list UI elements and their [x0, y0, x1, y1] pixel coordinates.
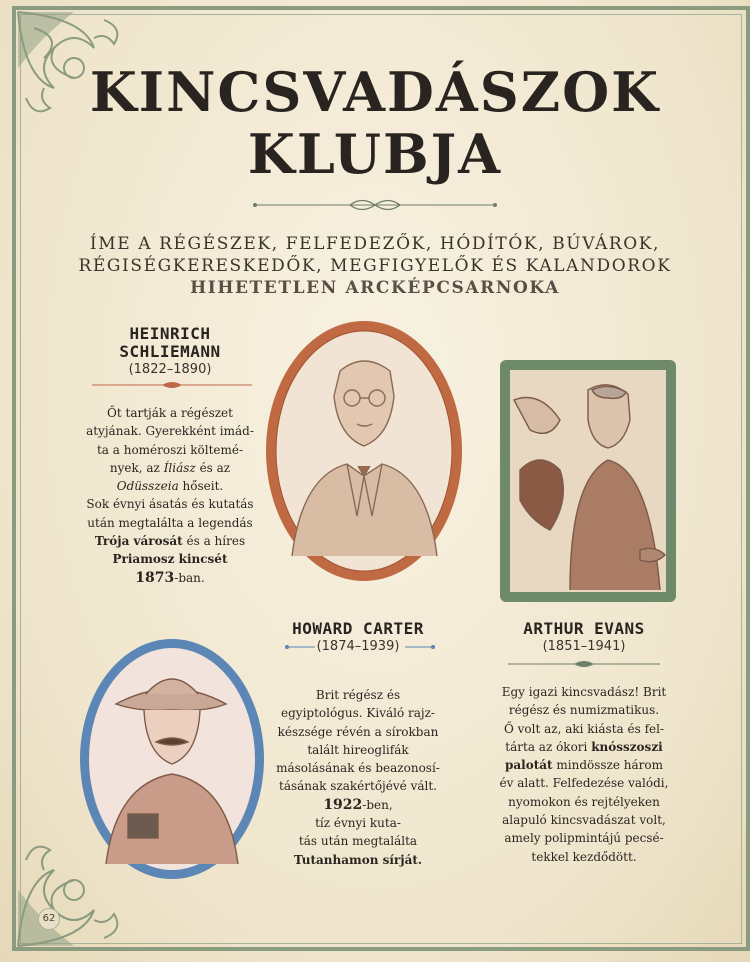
evans-portrait: [500, 360, 676, 602]
schliemann-bio-line: Sok évnyi ásatás és kutatás: [86, 497, 254, 512]
schliemann-bio-line: [60, 477, 280, 495]
subtitle-line-3: HIHETETLEN ARCKÉPCSARNOKA: [190, 278, 560, 298]
carter-bio-line: talált hireoglifák: [307, 742, 409, 757]
page-title-line-2: KLUBJA: [247, 122, 503, 186]
evans-bio-line: Ő volt az, aki kiásta és fel-: [503, 721, 665, 736]
highlight-tutankhamun-tomb: Tutanhamon sírját.: [293, 852, 423, 867]
schliemann-bio-line: Őt tartják a régészet: [107, 406, 233, 420]
evans-bio-line: tekkel kezdődött.: [531, 849, 637, 864]
schliemann-bio-line: [60, 550, 280, 568]
evans-divider: [508, 659, 660, 669]
schliemann-dates: (1822–1890): [128, 362, 212, 377]
evans-bio-line: alapuló kincsvadászat volt,: [502, 813, 666, 828]
evans-bio-line: [479, 738, 689, 756]
carter-bio: [258, 686, 458, 869]
page-number: 62: [38, 908, 60, 930]
evans-bio-line: év alatt. Felfedezése valódi,: [499, 776, 669, 791]
carter-bio-line: egyiptológus. Kiváló rajz-: [281, 706, 435, 721]
carter-divider: [285, 642, 435, 652]
evans-bio: [479, 683, 689, 866]
schliemann-divider: [92, 380, 252, 390]
evans-name: ARTHUR EVANS: [523, 619, 645, 638]
carter-bio-line: [258, 796, 458, 814]
carter-bio-line: Brit régész és: [315, 688, 401, 702]
schliemann-bio: [60, 404, 280, 587]
highlight-palace: palotát: [504, 758, 553, 773]
carter-dates: (1874–1939): [316, 639, 400, 654]
text: tárta az ókori: [505, 739, 592, 754]
schliemann-bio-line: [60, 569, 280, 587]
evans-bio-line: Egy igazi kincsvadász! Brit: [501, 685, 667, 699]
text: -ban.: [174, 570, 205, 585]
book-title-iliad: Íliász: [163, 460, 196, 475]
text: nyek, az: [109, 460, 164, 475]
text: -ben,: [362, 797, 393, 812]
schliemann-bio-line: ta a homéroszi költemé-: [96, 442, 244, 457]
carter-bio-line: tíz évnyi kuta-: [315, 816, 401, 831]
schliemann-name-1: HEINRICH: [129, 324, 211, 343]
year-1922: 1922: [323, 796, 363, 813]
carter-bio-line: tásának szakértőjévé vált.: [279, 779, 437, 794]
highlight-troy: Trója városát: [94, 534, 183, 549]
schliemann-name-2: SCHLIEMANN: [119, 342, 221, 361]
book-title-odyssey: Odüsszeia: [116, 479, 179, 494]
evans-bio-line: régész és numizmatikus.: [508, 703, 660, 718]
carter-bio-line: készsége révén a sírokban: [277, 724, 439, 739]
subtitle-line-2: RÉGISÉGKERESKEDŐK, MEGFIGYELŐK ÉS KALANDOROK: [78, 256, 672, 276]
year-1873: 1873: [135, 569, 175, 586]
highlight-knossos: knósszoszi: [591, 739, 663, 754]
text: mindössze három: [552, 758, 664, 773]
evans-bio-line: amely polipmintájú pecsé-: [504, 831, 664, 846]
carter-name: HOWARD CARTER: [292, 619, 424, 638]
evans-bio-line: [479, 756, 689, 774]
text: és az: [195, 460, 231, 475]
carter-bio-line: tás után megtalálta: [298, 834, 418, 849]
subtitle-line-1: ÍME A RÉGÉSZEK, FELFEDEZŐK, HÓDÍTÓK, BÚVÁROK,: [89, 234, 661, 254]
evans-bio-line: nyomokon és rejtélyeken: [508, 794, 660, 809]
page-title-line-1: KINCSVADÁSZOK: [89, 60, 661, 124]
schliemann-bio-line: után megtalálta a legendás: [87, 515, 253, 530]
schliemann-bio-line: [60, 532, 280, 550]
carter-portrait: [76, 634, 268, 884]
highlight-priam-treasure: Priamosz kincsét: [112, 552, 228, 567]
schliemann-bio-line: atyjának. Gyerekként imád-: [86, 424, 254, 439]
text: és a híres: [182, 534, 246, 549]
carter-bio-line: másolásának és beazonosí-: [276, 761, 440, 776]
schliemann-portrait: [262, 316, 467, 586]
title-divider: [250, 196, 500, 214]
carter-bio-line: [258, 851, 458, 869]
schliemann-bio-line: [60, 459, 280, 477]
evans-dates: (1851–1941): [542, 639, 626, 654]
text: hőseit.: [178, 479, 224, 494]
